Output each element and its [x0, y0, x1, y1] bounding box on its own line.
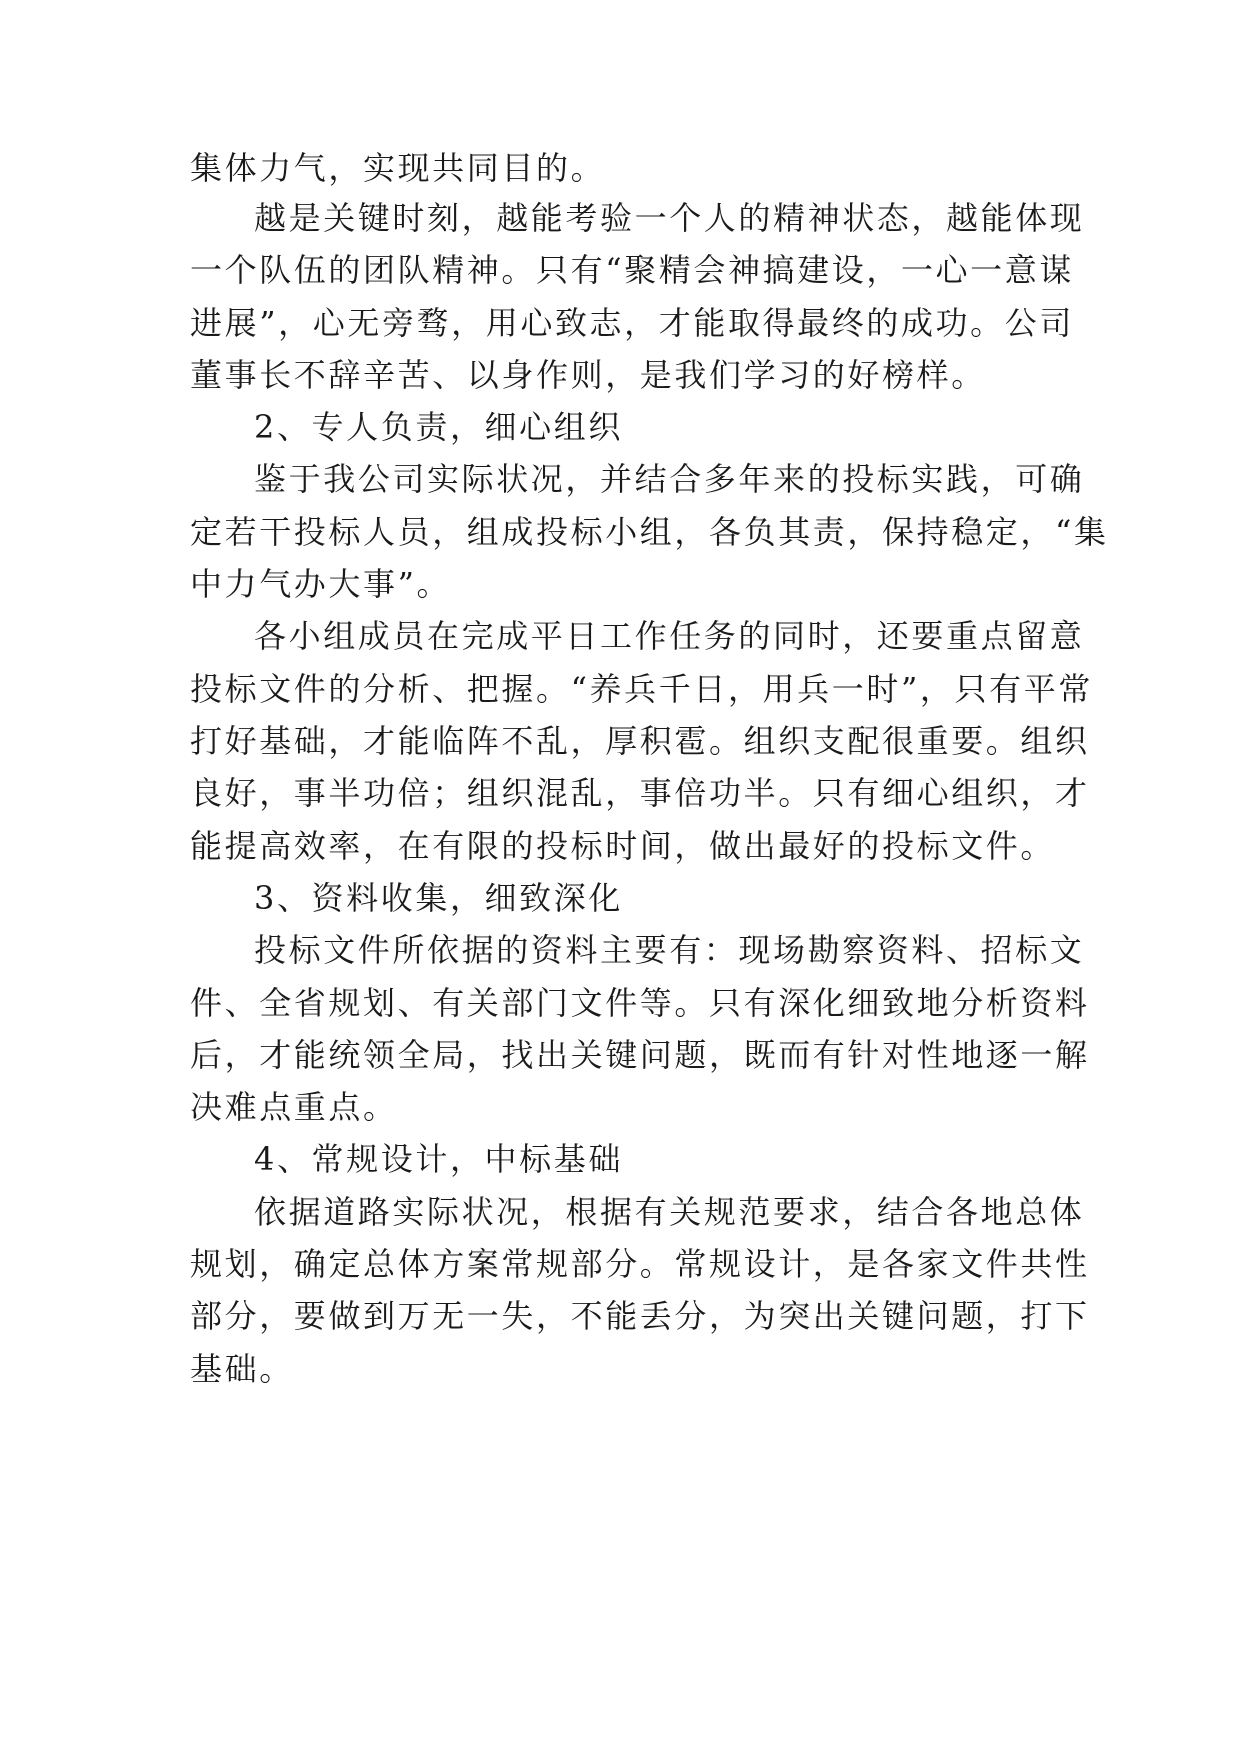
- text-line: 基础。: [190, 1350, 294, 1388]
- text-line: 董事长不辞辛苦、以身作则，是我们学习的好榜样。: [190, 356, 986, 394]
- paragraph-start-line: 各小组成员在完成平日工作任务的同时，还要重点留意: [254, 617, 1085, 655]
- text-line: 良好，事半功倍；组织混乱，事倍功半。只有细心组织，才: [190, 774, 1090, 812]
- text-line: 规划，确定总体方案常规部分。常规设计，是各家文件共性: [190, 1245, 1090, 1283]
- paragraph-start-line: 鉴于我公司实际状况，并结合多年来的投标实践，可确: [254, 460, 1085, 498]
- section-heading: 4、常规设计，中标基础: [254, 1140, 623, 1178]
- paragraph-start-line: 依据道路实际状况，根据有关规范要求，结合各地总体: [254, 1193, 1085, 1231]
- text-line: 部分，要做到万无一失，不能丢分，为突出关键问题，打下: [190, 1297, 1090, 1335]
- text-line: 件、全省规划、有关部门文件等。只有深化细致地分析资料: [190, 984, 1090, 1022]
- section-heading: 3、资料收集，细致深化: [254, 879, 623, 917]
- section-heading: 2、专人负责，细心组织: [254, 408, 623, 446]
- text-line: 投标文件的分析、把握。“养兵千日，用兵一时”，只有平常: [190, 670, 1093, 708]
- text-line: 打好基础，才能临阵不乱，厚积雹。组织支配很重要。组织: [190, 722, 1090, 760]
- text-line: 后，才能统领全局，找出关键问题，既而有针对性地逐一解: [190, 1036, 1090, 1074]
- text-line: 能提高效率，在有限的投标时间，做出最好的投标文件。: [190, 827, 1056, 865]
- text-line: 一个队伍的团队精神。只有“聚精会神搞建设，一心一意谋: [190, 251, 1074, 289]
- text-line: 定若干投标人员，组成投标小组，各负其责，保持稳定，“集: [190, 513, 1109, 551]
- paragraph-start-line: 越是关键时刻，越能考验一个人的精神状态，越能体现: [254, 199, 1085, 237]
- text-line: 决难点重点。: [190, 1088, 398, 1126]
- text-line: 进展”，心无旁骛，用心致志，才能取得最终的成功。公司: [190, 304, 1074, 342]
- text-line: 集体力气，实现共同目的。: [190, 149, 606, 187]
- paragraph-start-line: 投标文件所依据的资料主要有：现场勘察资料、招标文: [254, 931, 1085, 969]
- text-line: 中力气办大事”。: [190, 565, 452, 603]
